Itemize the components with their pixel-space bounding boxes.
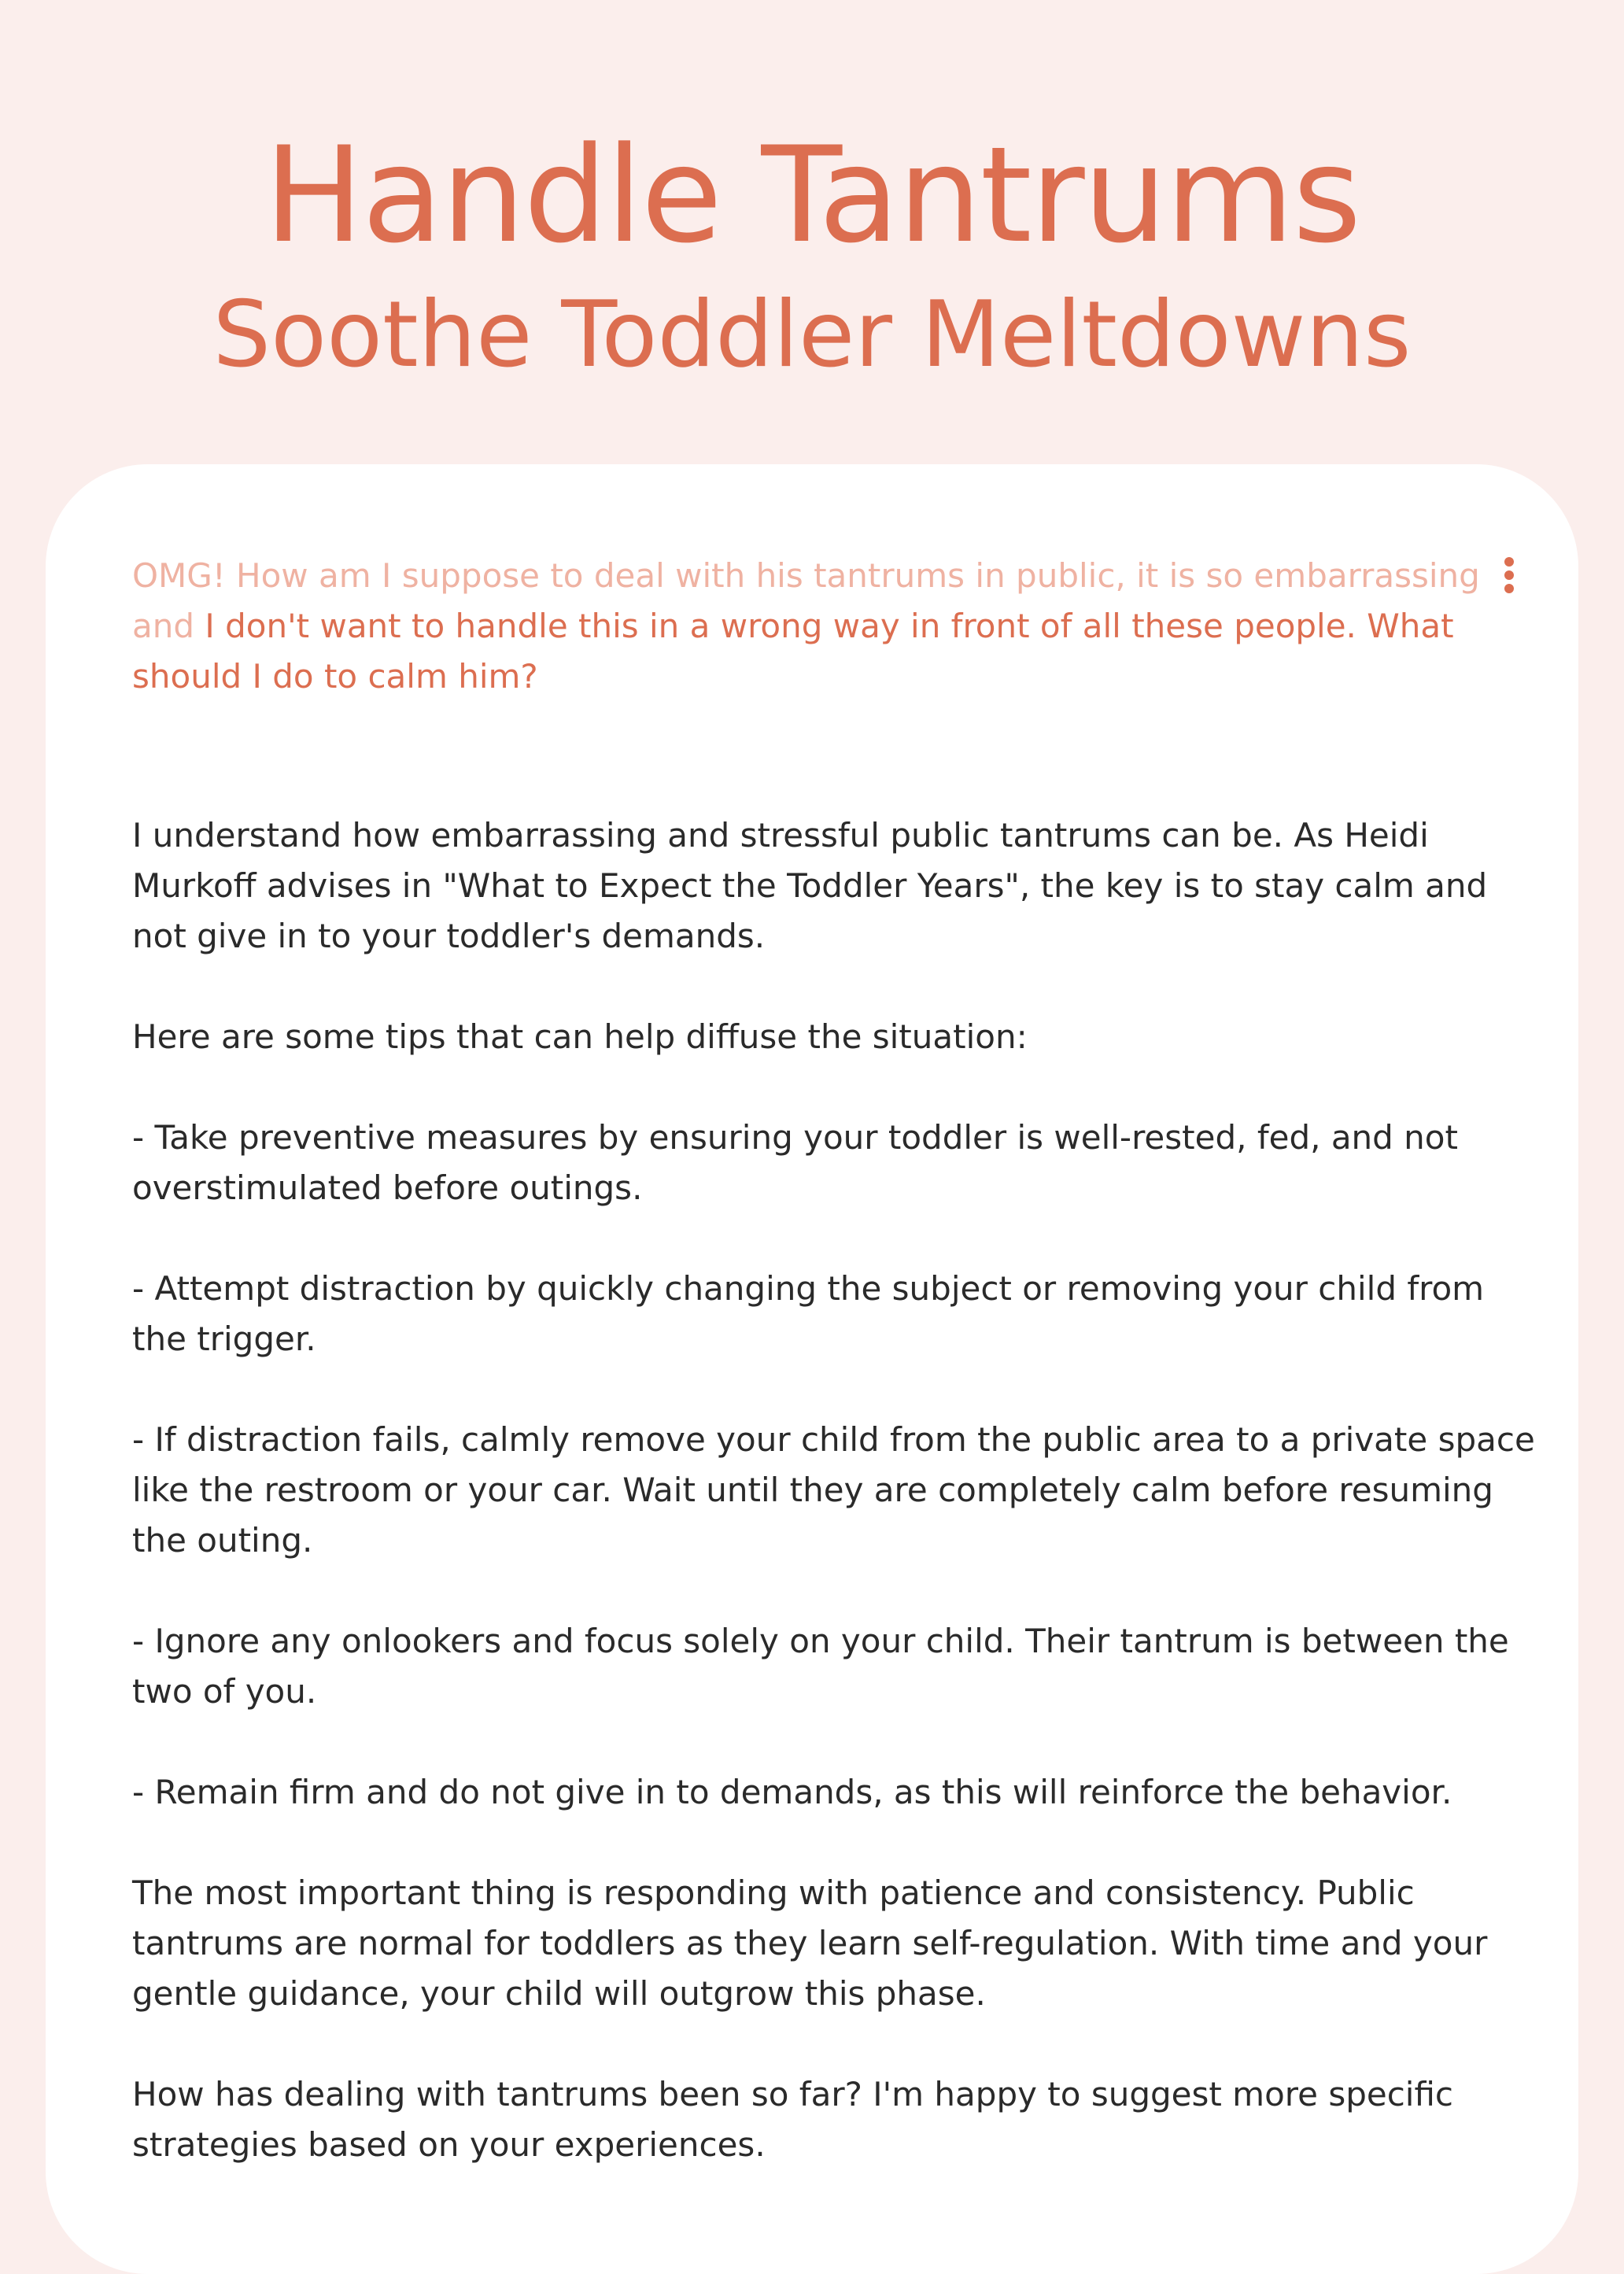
assistant-answer	[132, 810, 1541, 2220]
user-question[interactable]	[132, 551, 1548, 702]
question-text-faded: OMG! How am I suppose to deal with his tantrums in public, it is so embarrassing and	[132, 556, 1480, 645]
answer-paragraph: How has dealing with tantrums been so far? I'm happy to suggest more specific strategies based on your experiences.	[132, 2075, 1454, 2164]
answer-tip: - If distraction fails, calmly remove your child from the public area to a private space like the restroom or your car. Wait until they are completely calm before resuming the outing.	[132, 1420, 1535, 1560]
question-text: I don't want to handle this in a wrong way in front of all these people. What should I do to calm him?	[132, 607, 1454, 696]
page-title: Handle Tantrums	[264, 118, 1360, 272]
answer-tip: - Ignore any onlookers and focus solely on your child. Their tantrum is between the two of you.	[132, 1622, 1509, 1711]
answer-paragraph: Here are some tips that can help diffuse the situation:	[132, 1017, 1028, 1056]
chat-card	[46, 464, 1578, 2274]
answer-tip: - Attempt distraction by quickly changing the subject or removing your child from the trigger.	[132, 1269, 1485, 1358]
answer-paragraph: I understand how embarrassing and stressful public tantrums can be. As Heidi Murkoff advises in "What to Expect the Toddler Years", the key is to stay calm and not give in to your toddler's demands.	[132, 816, 1488, 955]
answer-paragraph: The most important thing is responding with patience and consistency. Public tantrums are normal for toddlers as they learn self-regulation. With time and your gentle guidance, your child will outgrow this phase.	[132, 1873, 1488, 2013]
answer-tip: - Remain firm and do not give in to demands, as this will reinforce the behavior.	[132, 1773, 1452, 1811]
page-subtitle: Soothe Toddler Meltdowns	[212, 282, 1412, 388]
more-vertical-icon	[1497, 557, 1521, 593]
more-options-button[interactable]	[1497, 557, 1521, 604]
answer-tip: - Take preventive measures by ensuring your toddler is well-rested, fed, and not overstimulated before outings.	[132, 1118, 1458, 1207]
